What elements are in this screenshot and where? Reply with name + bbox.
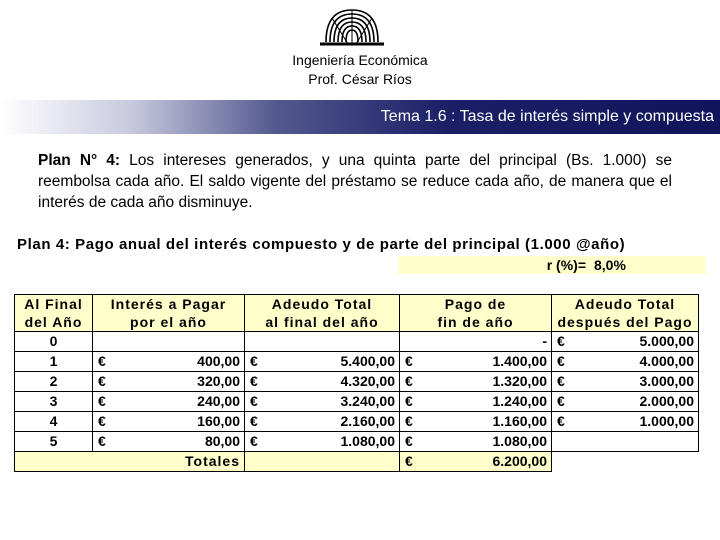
- euro-sign: €: [405, 413, 413, 429]
- debt-cell: [245, 352, 400, 372]
- totals-spacer: [15, 452, 93, 472]
- professor-name: Prof. César Ríos: [308, 71, 412, 87]
- interest-amount: 240,00: [197, 393, 240, 409]
- payment-amount: 1.320,00: [492, 373, 547, 389]
- rate-box: [398, 256, 706, 274]
- payment-amount: -: [542, 333, 547, 349]
- interest-cell: [93, 352, 245, 372]
- debt-cell: [245, 372, 400, 392]
- interest-amount: 400,00: [197, 353, 240, 369]
- debt-amount: 5.400,00: [340, 353, 395, 369]
- year-cell: 3: [15, 392, 93, 412]
- table-header-row: [15, 295, 699, 332]
- euro-sign: €: [405, 373, 413, 389]
- euro-sign: €: [250, 353, 258, 369]
- euro-sign: €: [405, 353, 413, 369]
- university-logo-icon: [318, 2, 386, 52]
- header-debt-line1: Adeudo Total: [271, 296, 373, 312]
- payment-cell: [400, 352, 552, 372]
- euro-sign: €: [405, 453, 413, 469]
- remaining-cell: [552, 372, 699, 392]
- year-cell: 4: [15, 412, 93, 432]
- totals-value: 6.200,00: [492, 453, 547, 469]
- payment-cell: [400, 412, 552, 432]
- header-interest-line2: por el año: [130, 314, 207, 330]
- payment-cell: [400, 332, 552, 352]
- euro-sign: €: [250, 393, 258, 409]
- debt-amount: 3.240,00: [340, 393, 395, 409]
- payment-cell: [400, 372, 552, 392]
- payment-cell: [400, 392, 552, 412]
- debt-cell: [245, 392, 400, 412]
- payment-amount: 1.240,00: [492, 393, 547, 409]
- totals-row: [15, 452, 699, 472]
- plan-label: Plan N° 4:: [38, 152, 121, 169]
- header-remaining-line1: Adeudo Total: [574, 296, 676, 312]
- euro-sign: €: [98, 433, 106, 449]
- euro-sign: €: [250, 433, 258, 449]
- remaining-amount: 3.000,00: [639, 373, 694, 389]
- euro-sign: €: [557, 373, 565, 389]
- remaining-cell: [552, 432, 699, 452]
- amortization-table: [14, 294, 699, 472]
- header-year-line2: del Año: [24, 314, 83, 330]
- header-year: [15, 295, 93, 332]
- debt-cell: [245, 432, 400, 452]
- debt-cell: [245, 332, 400, 352]
- table-title: Plan 4: Pago anual del interés compuesto y de parte del principal (1.000 @año): [17, 236, 626, 253]
- debt-amount: 4.320,00: [340, 373, 395, 389]
- course-title: Ingeniería Económica: [292, 52, 428, 68]
- table-row: [15, 372, 699, 392]
- interest-cell: [93, 412, 245, 432]
- rate-label: r (%)=: [546, 257, 586, 273]
- euro-sign: €: [557, 393, 565, 409]
- debt-cell: [245, 412, 400, 432]
- remaining-cell: [552, 412, 699, 432]
- euro-sign: €: [557, 413, 565, 429]
- remaining-amount: 2.000,00: [639, 393, 694, 409]
- header-year-line1: Al Final: [24, 296, 83, 312]
- table-row: [15, 432, 699, 452]
- totals-label-cell: [93, 452, 245, 472]
- euro-sign: €: [557, 353, 565, 369]
- year-cell: 5: [15, 432, 93, 452]
- euro-sign: €: [405, 433, 413, 449]
- plan-description: [38, 150, 672, 213]
- table-row: [15, 412, 699, 432]
- totals-blank: [552, 452, 699, 472]
- interest-amount: 320,00: [197, 373, 240, 389]
- remaining-cell: [552, 352, 699, 372]
- totals-value-cell: [400, 452, 552, 472]
- debt-amount: 2.160,00: [340, 413, 395, 429]
- euro-sign: €: [98, 373, 106, 389]
- euro-sign: €: [98, 393, 106, 409]
- euro-sign: €: [557, 333, 565, 349]
- table-row: [15, 352, 699, 372]
- table-row: [15, 392, 699, 412]
- remaining-amount: 1.000,00: [639, 413, 694, 429]
- euro-sign: €: [98, 413, 106, 429]
- payment-amount: 1.400,00: [492, 353, 547, 369]
- header-remaining-line2: después del Pago: [557, 314, 693, 330]
- payment-amount: 1.160,00: [492, 413, 547, 429]
- header-interest-line1: Interés a Pagar: [110, 296, 227, 312]
- payment-cell: [400, 432, 552, 452]
- interest-cell: [93, 332, 245, 352]
- header-interest: [93, 295, 245, 332]
- header-remaining: [552, 295, 699, 332]
- topic-title: Tema 1.6 : Tasa de interés simple y compuesta: [380, 108, 714, 125]
- totals-empty-cell: [245, 452, 400, 472]
- interest-cell: [93, 372, 245, 392]
- plan-text: Los intereses generados, y una quinta parte del principal (Bs. 1.000) se reembolsa cada año. El saldo vigente del préstamo se reduce cada año, de manera que el interés de cada año disminuye.: [38, 152, 672, 211]
- payment-amount: 1.080,00: [492, 433, 547, 449]
- euro-sign: €: [98, 353, 106, 369]
- interest-amount: 160,00: [197, 413, 240, 429]
- euro-sign: €: [405, 393, 413, 409]
- year-cell: 1: [15, 352, 93, 372]
- interest-cell: [93, 432, 245, 452]
- remaining-cell: [552, 332, 699, 352]
- totals-label: Totales: [185, 453, 240, 469]
- interest-cell: [93, 392, 245, 412]
- header-payment-line1: Pago de: [444, 296, 507, 312]
- year-cell: 0: [15, 332, 93, 352]
- topic-band: [0, 100, 720, 134]
- rate-value: 8,0%: [594, 257, 626, 273]
- header-payment-line2: fin de año: [437, 314, 514, 330]
- header-debt-line2: al final del año: [265, 314, 379, 330]
- header-payment: [400, 295, 552, 332]
- debt-amount: 1.080,00: [340, 433, 395, 449]
- interest-amount: 80,00: [204, 433, 240, 449]
- header-debt: [245, 295, 400, 332]
- year-cell: 2: [15, 372, 93, 392]
- euro-sign: €: [250, 413, 258, 429]
- table-row: [15, 332, 699, 352]
- remaining-amount: 4.000,00: [639, 353, 694, 369]
- remaining-amount: 5.000,00: [639, 333, 694, 349]
- remaining-cell: [552, 392, 699, 412]
- euro-sign: €: [250, 373, 258, 389]
